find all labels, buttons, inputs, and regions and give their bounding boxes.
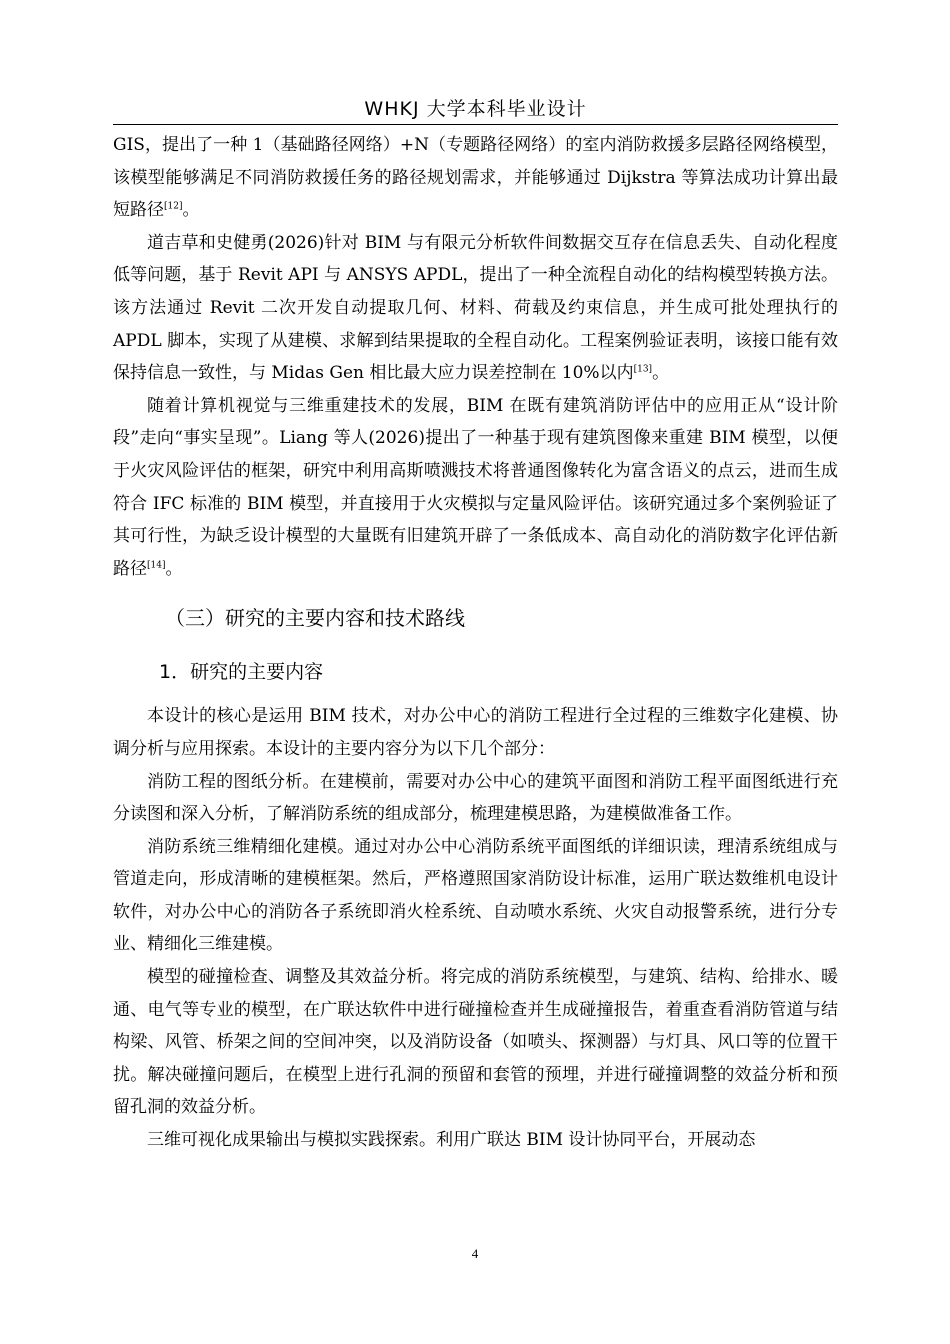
paragraph: 消防工程的图纸分析。在建模前，需要对办公中心的建筑平面图和消防工程平面图纸进行充分读图和深入分析，了解消防系统的组成部分，梳理建模思路，为建模做准备工作。 — [113, 771, 838, 825]
paragraph: 三维可视化成果输出与模拟实践探索。利用广联达 BIM 设计协同平台，开展动态 — [147, 1130, 756, 1151]
paragraph: 本设计的核心是运用 BIM 技术，对办公中心的消防工程进行全过程的三维数字化建模、协调分析与应用探索。本设计的主要内容分为以下几个部分： — [113, 706, 838, 759]
paragraph-text: GIS，提出了一种 1（基础路径网络）+N（专题路径网络）的室内消防救援多层路径网络模型，该模型能够满足不同消防救援任务的路径规划需求，并能够通过 Dijkstra 等算法成功计算出最短路径 — [113, 135, 838, 221]
paragraph: 模型的碰撞检查、调整及其效益分析。将完成的消防系统模型，与建筑、结构、给排水、暖通、电气等专业的模型，在广联达软件中进行碰撞检查并生成碰撞报告，着重查看消防管道与结构梁、风管、桥架之间的空间冲突，以及消防设备（如喷头、探测器）与灯具、风口等的位置干扰。解决碰撞问题后，在模型上进行孔洞的预留和套管的预埋，并进行碰撞调整的效益分析和预留孔洞的效益分析。 — [113, 967, 838, 1118]
paragraph — [113, 390, 838, 586]
subsection-heading: 1．研究的主要内容 — [159, 661, 324, 684]
citation: [14] — [147, 560, 166, 571]
section-heading: （三）研究的主要内容和技术路线 — [165, 606, 465, 631]
page-header: WHKJ 大学本科毕业设计 — [364, 98, 587, 120]
page-number: 4 — [471, 1246, 479, 1261]
paragraph-end: 。 — [182, 200, 200, 221]
paragraph-end: 。 — [165, 558, 183, 579]
paragraph — [113, 227, 838, 390]
citation: [13] — [633, 364, 653, 375]
paragraph-end: 。 — [652, 363, 670, 384]
paragraph-text: 道吉草和史健勇(2026)针对 BIM 与有限元分析软件间数据交互存在信息丢失、自动化程度低等问题，基于 Revit API 与 ANSYS APDL，提出了一种全流程自动化的结构模型转换方法。该方法通过 Revit 二次开发自动提取几何、材料、荷载及约束信息，并生成可批处理执行的 APDL 脚本，实现了从建模、求解到结果提取的全程自动化。工程案例验证表明，该接口能有效保持信息一致性，与 Midas Gen 相比最大应力误差控制在 10%以内 — [113, 232, 838, 384]
paragraph: 消防系统三维精细化建模。通过对办公中心消防系统平面图纸的详细识读，理清系统组成与管道走向，形成清晰的建模框架。然后，严格遵照国家消防设计标准，运用广联达数维机电设计软件，对办公中心的消防各子系统即消火栓系统、自动喷水系统、火灾自动报警系统，进行分专业、精细化三维建模。 — [113, 836, 838, 955]
header-divider — [113, 124, 838, 125]
page-body — [113, 129, 838, 1157]
citation: [12] — [164, 201, 183, 212]
paragraph-text: 随着计算机视觉与三维重建技术的发展，BIM 在既有建筑消防评估中的应用正从“设计阶段”走向“事实呈现”。Liang 等人(2026)提出了一种基于现有建筑图像来重建 BIM 模型，以便于火灾风险评估的框架，研究中利用高斯喷溅技术将普通图像转化为富含语义的点云，进而生成符合 IFC 标准的 BIM 模型，并直接用于火灾模拟与定量风险评估。该研究通过多个案例验证了其可行性，为缺乏设计模型的大量既有旧建筑开辟了一条低成本、高自动化的消防数字化评估新路径 — [113, 395, 838, 579]
paragraph — [113, 129, 838, 227]
